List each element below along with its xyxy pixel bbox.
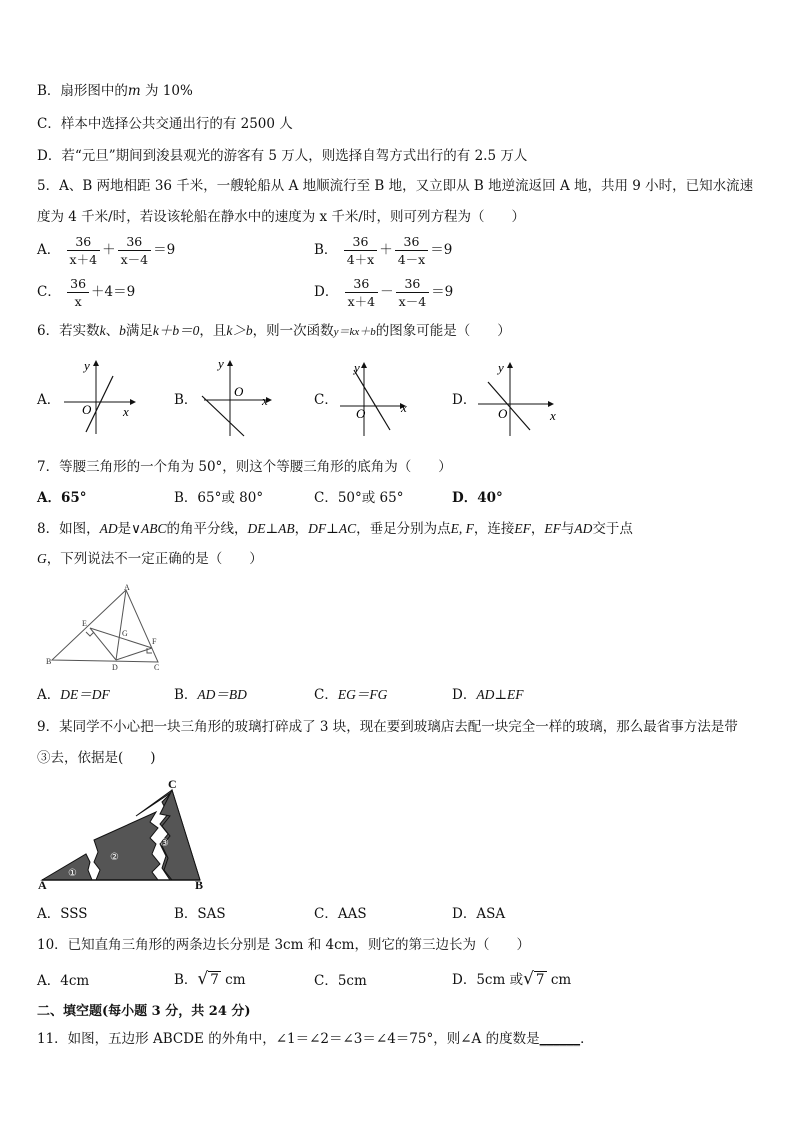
q6-option-c-label: C． [314,392,338,408]
q10-stem: 10．已知直角三角形的两条边长分别是 3cm 和 4cm，则它的第三边长为（ ） [37,937,530,953]
q10-option-c: C．5cm [314,973,367,989]
q6-a-x-label: x [123,404,129,419]
q10-option-d: D．5cm 或√ 7 cm [452,969,572,989]
q7-stem: 7．等腰三角形的一个角为 50°，则这个等腰三角形的底角为（ ） [37,459,452,475]
q8-fig-label-b: B [46,657,52,666]
q8-fig-label-f: F [152,637,157,646]
q9-stem-line1: 9．某同学不小心把一块三角形的玻璃打碎成了 3 块，现在要到玻璃店去配一块完全一样的玻璃，那么最省事方法是带 [37,719,738,735]
q5-stem-line1: 5．A、B 两地相距 36 千米，一艘轮船从 A 地顺流行至 B 地，又立即从 B 地逆流返回 A 地，共用 9 小时，已知水流速 [37,178,754,194]
q6-option-d-label: D． [452,392,477,408]
q6-graph-c [338,358,418,438]
q6-d-origin-label: O [498,406,508,421]
q6-d-y-label: y [498,360,504,375]
q9-option-c: C．AAS [314,906,367,922]
q8-stem-line1: 8．如图，AD是∨ABC的角平分线，DE⊥AB，DF⊥AC，垂足分别为点E, F，连接EF，EF与AD交于点 [37,521,633,537]
q5-option-b: B． $\frac{36}{4+x}$ ＋ $\frac{36}{4-x}$ ＝9 [314,234,453,267]
q9-figure [38,776,214,890]
q7-option-b: B．65°或 80° [174,490,264,506]
q9-option-d: D．ASA [452,906,506,922]
q6-graph-a [60,356,140,436]
q7-option-c: C．50°或 65° [314,490,404,506]
q8-figure [44,584,174,674]
q5-stem-line2: 度为 4 千米/时，若设该轮船在静水中的速度为 x 千米/时，则可列方程为（ ） [37,209,525,225]
q6-option-a-label: A． [37,392,61,408]
q8-fig-label-a: A [124,583,130,592]
q7-option-d: D．40° [452,490,503,506]
q9-fig-label-c: C [168,777,177,791]
q8-fig-label-g: G [122,629,128,638]
q6-graph-b [200,356,280,438]
q8-option-b: B．AD＝BD [174,687,247,703]
q8-fig-label-d: D [112,663,118,672]
q4-option-c: C．样本中选择公共交通出行的有 2500 人 [37,116,293,132]
q8-fig-label-c: C [154,663,160,672]
q5-option-a: A． $\frac{36}{x+4}$ ＋ $\frac{36}{x-4}$ ＝9 [37,234,176,267]
q10-option-a: A．4cm [37,973,90,989]
q6-c-origin-label: O [356,406,366,421]
q9-stem-line2: ③去，依据是( ) [37,750,156,766]
q10-option-b: B．√ 7 cm [174,969,246,989]
q5-option-d: D． $\frac{36}{x+4}$ － $\frac{36}{x-4}$ ＝9 [314,276,454,309]
q9-fig-label-b: B [195,878,204,892]
q11-answer-blank[interactable]: ______ [539,1031,581,1047]
q8-option-d: D．AD⊥EF [452,687,524,703]
q8-option-a: A．DE＝DF [37,687,110,703]
q9-option-b: B．SAS [174,906,226,922]
q6-a-origin-label: O [82,402,92,417]
q8-fig-label-e: E [82,619,87,628]
q7-option-a: A．65° [37,490,87,506]
q6-graph-d [476,358,560,438]
section2-title: 二、填空题(每小题 3 分，共 24 分) [37,1004,251,1019]
q6-c-y-label: y [354,360,360,375]
q6-d-x-label: x [550,408,556,423]
q6-a-y-label: y [84,358,90,373]
q6-b-x-label: x [262,393,268,408]
q8-stem-line2: G，下列说法不一定正确的是（ ） [37,551,263,567]
q8-option-c: C．EG＝FG [314,687,388,703]
q9-piece-1-label: ① [68,868,77,879]
q9-fig-label-a: A [38,878,47,892]
q9-piece-2-label: ② [110,852,119,863]
q6-c-x-label: x [401,400,407,415]
q5-option-c: C． $\frac{36}{x}$ ＋4＝9 [37,276,136,309]
q9-option-a: A．SSS [37,906,88,922]
q6-option-b-label: B． [174,392,198,408]
q6-b-y-label: y [218,356,224,371]
q4-option-b: B．扇形图中的𝑚 为 10% [37,83,193,99]
q4-option-d: D．若“元旦”期间到浚县观光的游客有 5 万人，则选择自驾方式出行的有 2.5 万人 [37,148,528,164]
q9-piece-3-label: ③ [160,838,169,849]
q6-b-origin-label: O [234,384,244,399]
q6-stem: 6．若实数k、b满足k＋b＝0，且k＞b，则一次函数y＝kx＋b的图象可能是（ ） [37,323,511,339]
q11-stem: 11．如图，五边形 ABCDE 的外角中，∠1＝∠2＝∠3＝∠4＝75°，则∠A 的度数是______． [37,1031,594,1047]
